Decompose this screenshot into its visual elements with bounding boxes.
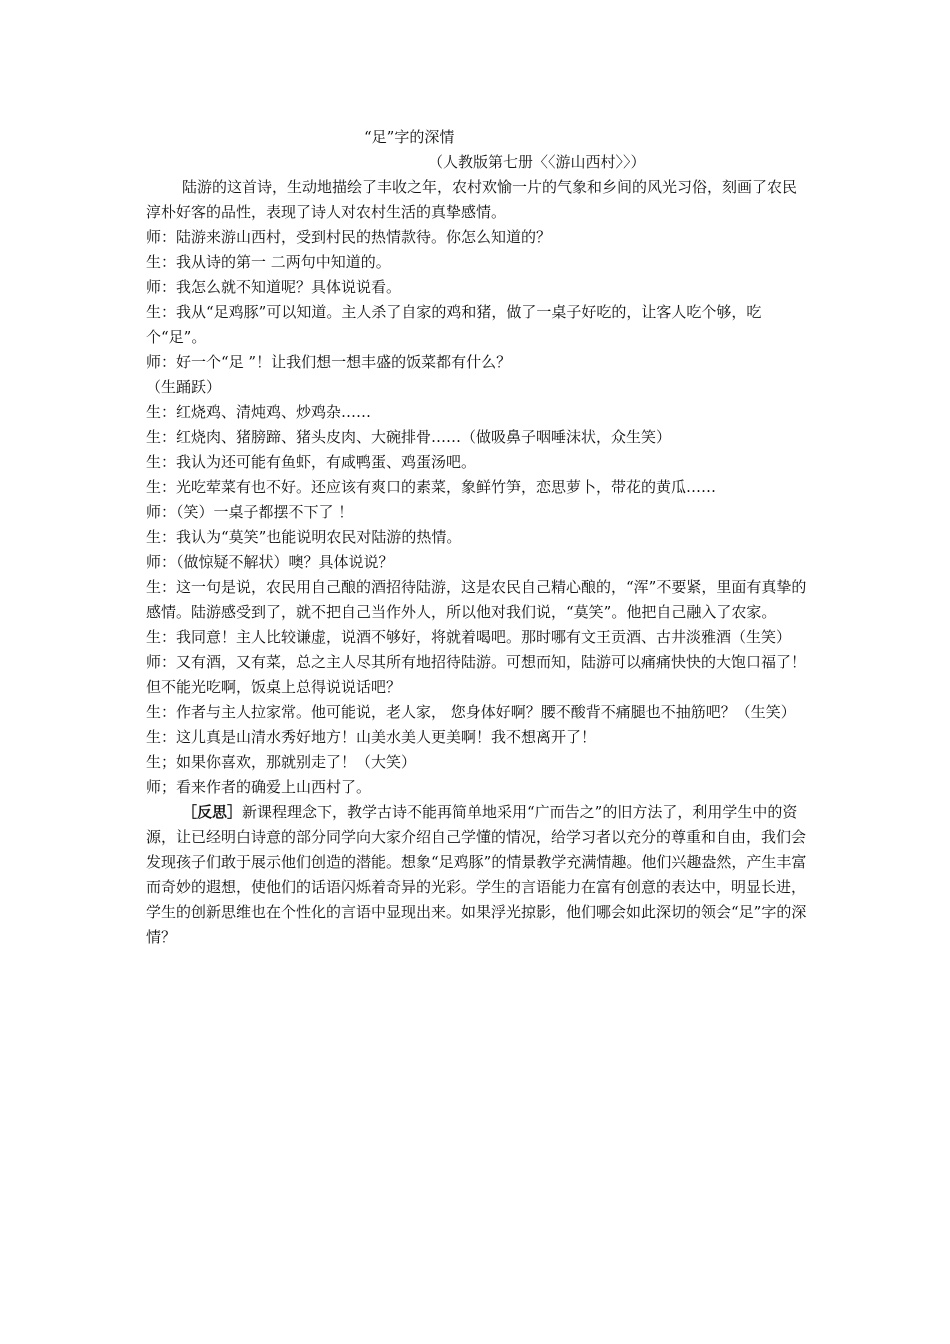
- dialogue-line: （生踊跃）: [146, 378, 222, 396]
- reflection-paragraph: [146, 800, 810, 950]
- dialogue-line: 生：这一句是说，农民用自己酿的酒招待陆游，这是农民自己精心酿的，“浑”不要紧，里面有真挚的感情。陆游感受到了，就不把自己当作外人，所以他对我们说，“莫笑”。他把自己融入了农家。: [146, 578, 807, 621]
- dialogue-line: 生：我从诗的第一 二两句中知道的。: [146, 253, 391, 271]
- dialogue-section: [146, 225, 810, 800]
- document-title: “足”字的深情: [364, 128, 455, 146]
- dialogue-line: 生：我同意！主人比较谦虚，说酒不够好，将就着喝吧。那时哪有文王贡酒、古井淡雅酒（生笑）: [146, 628, 792, 646]
- dialogue-line: 师：（做惊疑不解状）噢？具体说说？: [146, 553, 394, 571]
- dialogue-line: 生：我认为还可能有鱼虾，有咸鸭蛋、鸡蛋汤吧。: [146, 453, 477, 471]
- intro-paragraph: 陆游的这首诗，生动地描绘了丰收之年，农村欢愉一片的气象和乡间的风光习俗，刻画了农民淳朴好客的品性，表现了诗人对农村生活的真挚感情。: [146, 178, 798, 221]
- dialogue-line: 生：我从“足鸡豚”可以知道。主人杀了自家的鸡和猪，做了一桌子好吃的，让客人吃个够，吃个“足”。: [146, 303, 762, 346]
- dialogue-line: 师：（笑）一桌子都摆不下了 ！: [146, 503, 354, 521]
- dialogue-line: 师：陆游来游山西村，受到村民的热情款待。你怎么知道的？: [146, 228, 552, 246]
- dialogue-line: 师：又有酒，又有菜，总之主人尽其所有地招待陆游。可想而知，陆游可以痛痛快快的大饱口福了！但不能光吃啊，饭桌上总得说说话吧？: [146, 653, 807, 696]
- dialogue-line: 师；看来作者的确爱上山西村了。: [146, 778, 372, 796]
- dialogue-line: 生：光吃荤菜有也不好。还应该有爽口的素菜，象鲜竹笋，恋思萝卜，带花的黄瓜……: [146, 478, 717, 496]
- document-subtitle: （人教版第七册〈〈游山西村〉〉）: [428, 153, 646, 171]
- document-page: [146, 124, 810, 950]
- reflection-label: ［反思］: [182, 803, 243, 821]
- dialogue-line: 生：红烧肉、猪膀蹄、猪头皮肉、大碗排骨……（做吸鼻子咽唾沫状，众生笑）: [146, 428, 672, 446]
- dialogue-line: 生：我认为“莫笑”也能说明农民对陆游的热情。: [146, 528, 462, 546]
- dialogue-line: 师：我怎么就不知道呢？具体说说看。: [146, 278, 402, 296]
- dialogue-line: 生：红烧鸡、清炖鸡、炒鸡杂……: [146, 403, 372, 421]
- dialogue-line: 师：好一个“足 ”！让我们想一想丰盛的饭菜都有什么？: [146, 353, 512, 371]
- reflection-text: 新课程理念下，教学古诗不能再简单地采用“广而告之”的旧方法了，利用学生中的资源，让已经明白诗意的部分同学向大家介绍自己学懂的情况，给学习者以充分的尊重和自由，我们会发现孩子们敢于展示他们创造的潜能。想象“足鸡豚”的情景教学充满情趣。他们兴趣盎然，产生丰富而奇妙的遐想，使他们的话语闪烁着奇异的光彩。学生的言语能力在富有创意的表达中，明显长进，学生的创新思维也在个性化的言语中显现出来。如果浮光掠影，他们哪会如此深切的领会“足”字的深情？: [146, 803, 807, 946]
- dialogue-line: 生；如果你喜欢，那就别走了！（大笑）: [146, 753, 417, 771]
- dialogue-line: 生：这儿真是山清水秀好地方！山美水美人更美啊！我不想离开了！: [146, 728, 597, 746]
- dialogue-line: 生：作者与主人拉家常。他可能说，老人家， 您身体好啊？腰不酸背不痛腿也不抽筋吧？（生笑）: [146, 703, 796, 721]
